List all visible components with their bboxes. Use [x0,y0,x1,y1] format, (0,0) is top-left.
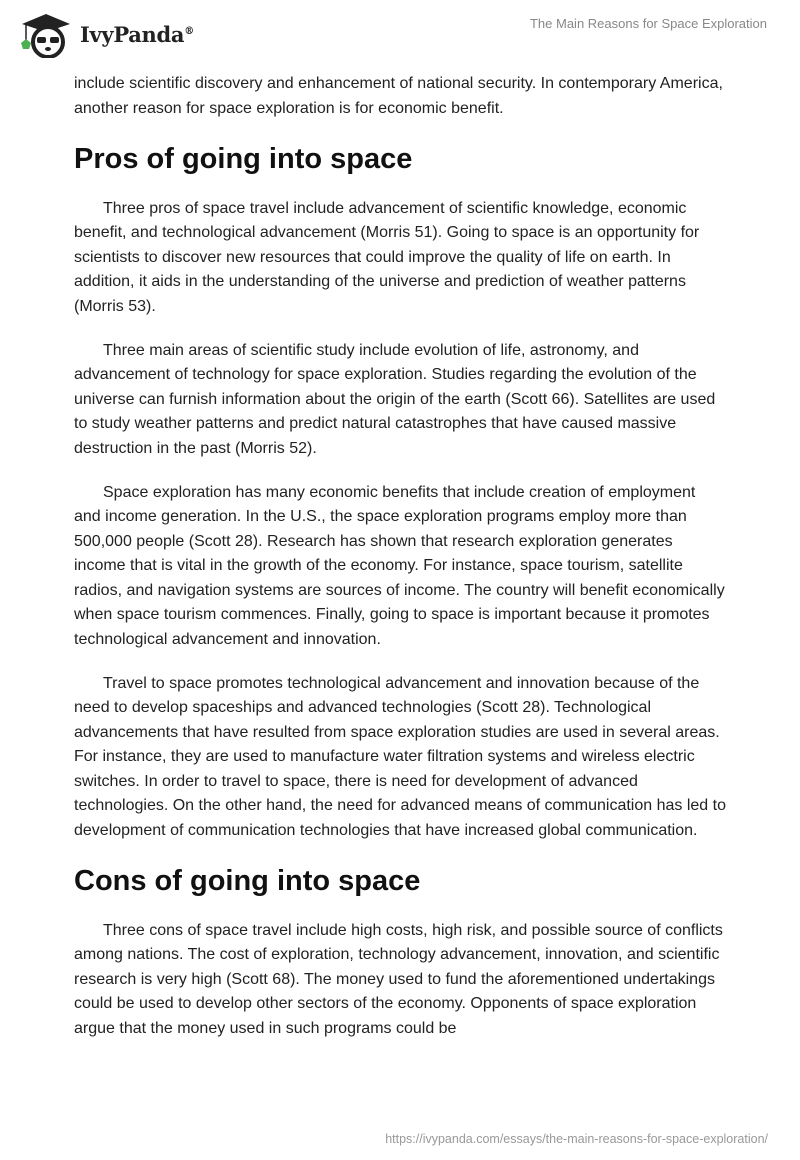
source-url[interactable]: https://ivypanda.com/essays/the-main-reasons-for-space-exploration/ [385,1132,768,1146]
section-heading-cons: Cons of going into space [74,864,421,897]
essay-content [74,72,726,1061]
paragraph: include scientific discovery and enhancement of national security. In contemporary America, another reason for space exploration is for economic benefit. [74,75,723,117]
document-title: The Main Reasons for Space Exploration [529,16,767,31]
section-heading-pros: Pros of going into space [74,142,413,175]
paragraph: Three pros of space travel include advancement of scientific knowledge, economic benefit, and technological advancement (Morris 51). Going to space is an opportunity for scientists to discover new resources that could improve the quality of life on earth. In addition, it aids in the understanding of the universe and prediction of weather patterns (Morris 53). [74,199,700,315]
paragraph: Three cons of space travel include high costs, high risk, and possible source of conflicts among nations. The cost of exploration, technology advancement, innovation, and scientific research is very high (Scott 68). The money used to fund the aforementioned undertakings could be used to develop other sectors of the economy. Opponents of space exploration argue that the money used in such programs could be [74,921,723,1037]
paragraph: Space exploration has many economic benefits that include creation of employment and income generation. In the U.S., the space exploration programs employ more than 500,000 people (Scott 28). Research has shown that research exploration generates income that is vital in the growth of the economy. For instance, space tourism, satellite radios, and navigation systems are sources of income. The country will benefit economically when space tourism commences. Finally, going to space is important because it promotes technological advancement and innovation. [74,483,725,648]
logo-text: IvyPanda® [80,21,194,47]
paragraph: Three main areas of scientific study include evolution of life, astronomy, and advancement of technology for space exploration. Studies regarding the evolution of the universe can furnish information about the origin of the earth (Scott 66). Satellites are used to study weather patterns and predict natural catastrophes that have caused massive destruction in the past (Morris 52). [74,341,716,457]
panda-graduate-icon [16,10,74,58]
ivypanda-logo[interactable] [16,10,194,58]
paragraph: Travel to space promotes technological advancement and innovation because of the need to develop spaceships and advanced technologies (Scott 28). Technological advancements that have resulted from space exploration studies are used in several areas. For instance, they are used to manufacture water filtration systems and wireless electric switches. In order to travel to space, there is need for development of advanced technologies. On the other hand, the need for advanced means of communication has led to development of communication technologies that have increased global communication. [74,674,726,839]
